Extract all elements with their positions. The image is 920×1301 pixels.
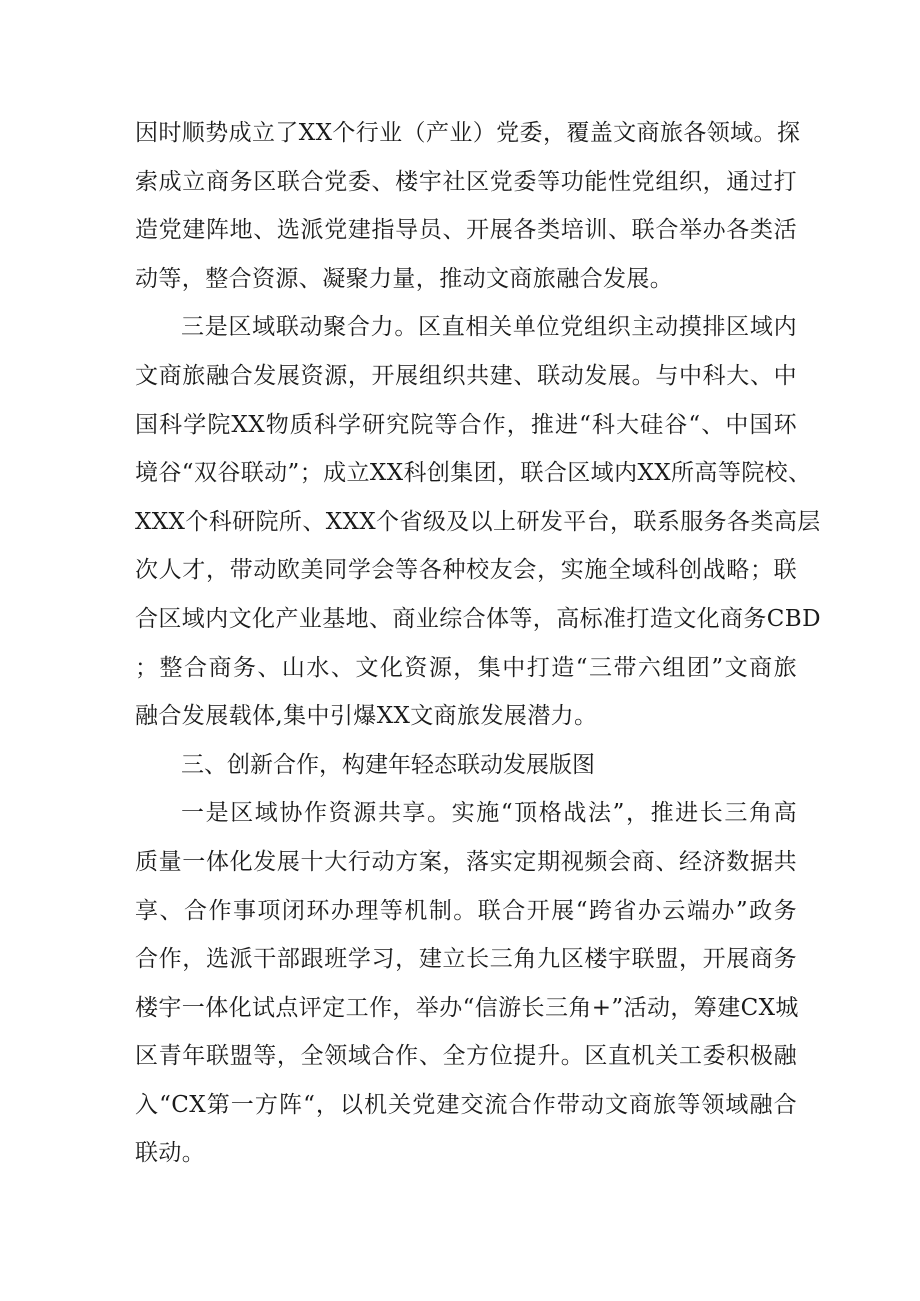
paragraph-line: 境谷“双谷联动”；成立XX科创集团，联合区域内XX所高等院校、: [135, 460, 812, 487]
paragraph-line: 合区域内文化产业基地、商业综合体等，高标准打造文化商务CBD: [135, 605, 821, 632]
paragraph-line: 质量一体化发展十大行动方案，落实定期视频会商、经济数据共: [135, 848, 797, 875]
section-heading: 三、创新合作，构建年轻态联动发展版图: [181, 751, 595, 778]
paragraph-line: 入“CX第一方阵“，以机关党建交流合作带动文商旅等领域融合: [135, 1091, 797, 1118]
paragraph-1: [135, 109, 801, 303]
paragraph-line: 楼宇一体化试点评定工作，举办“信游长三角+”活动，筹建CX城: [135, 994, 799, 1021]
paragraph-line: XXX个科研院所、XXX个省级及以上研发平台，联系服务各类高层: [135, 508, 821, 535]
paragraph-line: 次人才，带动欧美同学会等各种校友会，实施全域科创战略；联: [135, 557, 797, 584]
paragraph-line: 动等，整合资源、凝聚力量，推动文商旅融合发展。: [135, 265, 674, 292]
paragraph-line: 享、合作事项闭环办理等机制。联合开展“跨省办云端办”政务: [135, 897, 797, 924]
paragraph-line: 一是区域协作资源共享。实施“顶格战法”，推进长三角高: [181, 800, 797, 827]
paragraph-line: 联动。: [135, 1140, 206, 1167]
paragraph-3: [135, 789, 797, 1178]
paragraph-line: 造党建阵地、选派党建指导员、开展各类培训、联合举办各类活: [135, 217, 797, 244]
paragraph-line: 融合发展载体,集中引爆XX文商旅发展潜力。: [135, 703, 598, 730]
paragraph-line: ；整合商务、山水、文化资源，集中打造“三带六组团”文商旅: [135, 654, 797, 681]
paragraph-line: 合作，选派干部跟班学习，建立长三角九区楼宇联盟，开展商务: [135, 946, 797, 973]
paragraph-line: 因时顺势成立了XX个行业（产业）党委，覆盖文商旅各领域。探: [135, 120, 801, 146]
paragraph-2: [135, 303, 821, 740]
document-body: [135, 109, 821, 1178]
paragraph-line: 文商旅融合发展资源，开展组织共建、联动发展。与中科大、中: [135, 362, 797, 389]
paragraph-line: 三是区域联动聚合力。区直相关单位党组织主动摸排区域内: [181, 314, 797, 341]
paragraph-line: 区青年联盟等，全领域合作、全方位提升。区直机关工委积极融: [135, 1043, 797, 1070]
paragraph-line: 国科学院XX物质科学研究院等合作，推进“科大硅谷“、中国环: [135, 411, 797, 438]
paragraph-line: 索成立商务区联合党委、楼宇社区党委等功能性党组织，通过打: [135, 168, 797, 195]
